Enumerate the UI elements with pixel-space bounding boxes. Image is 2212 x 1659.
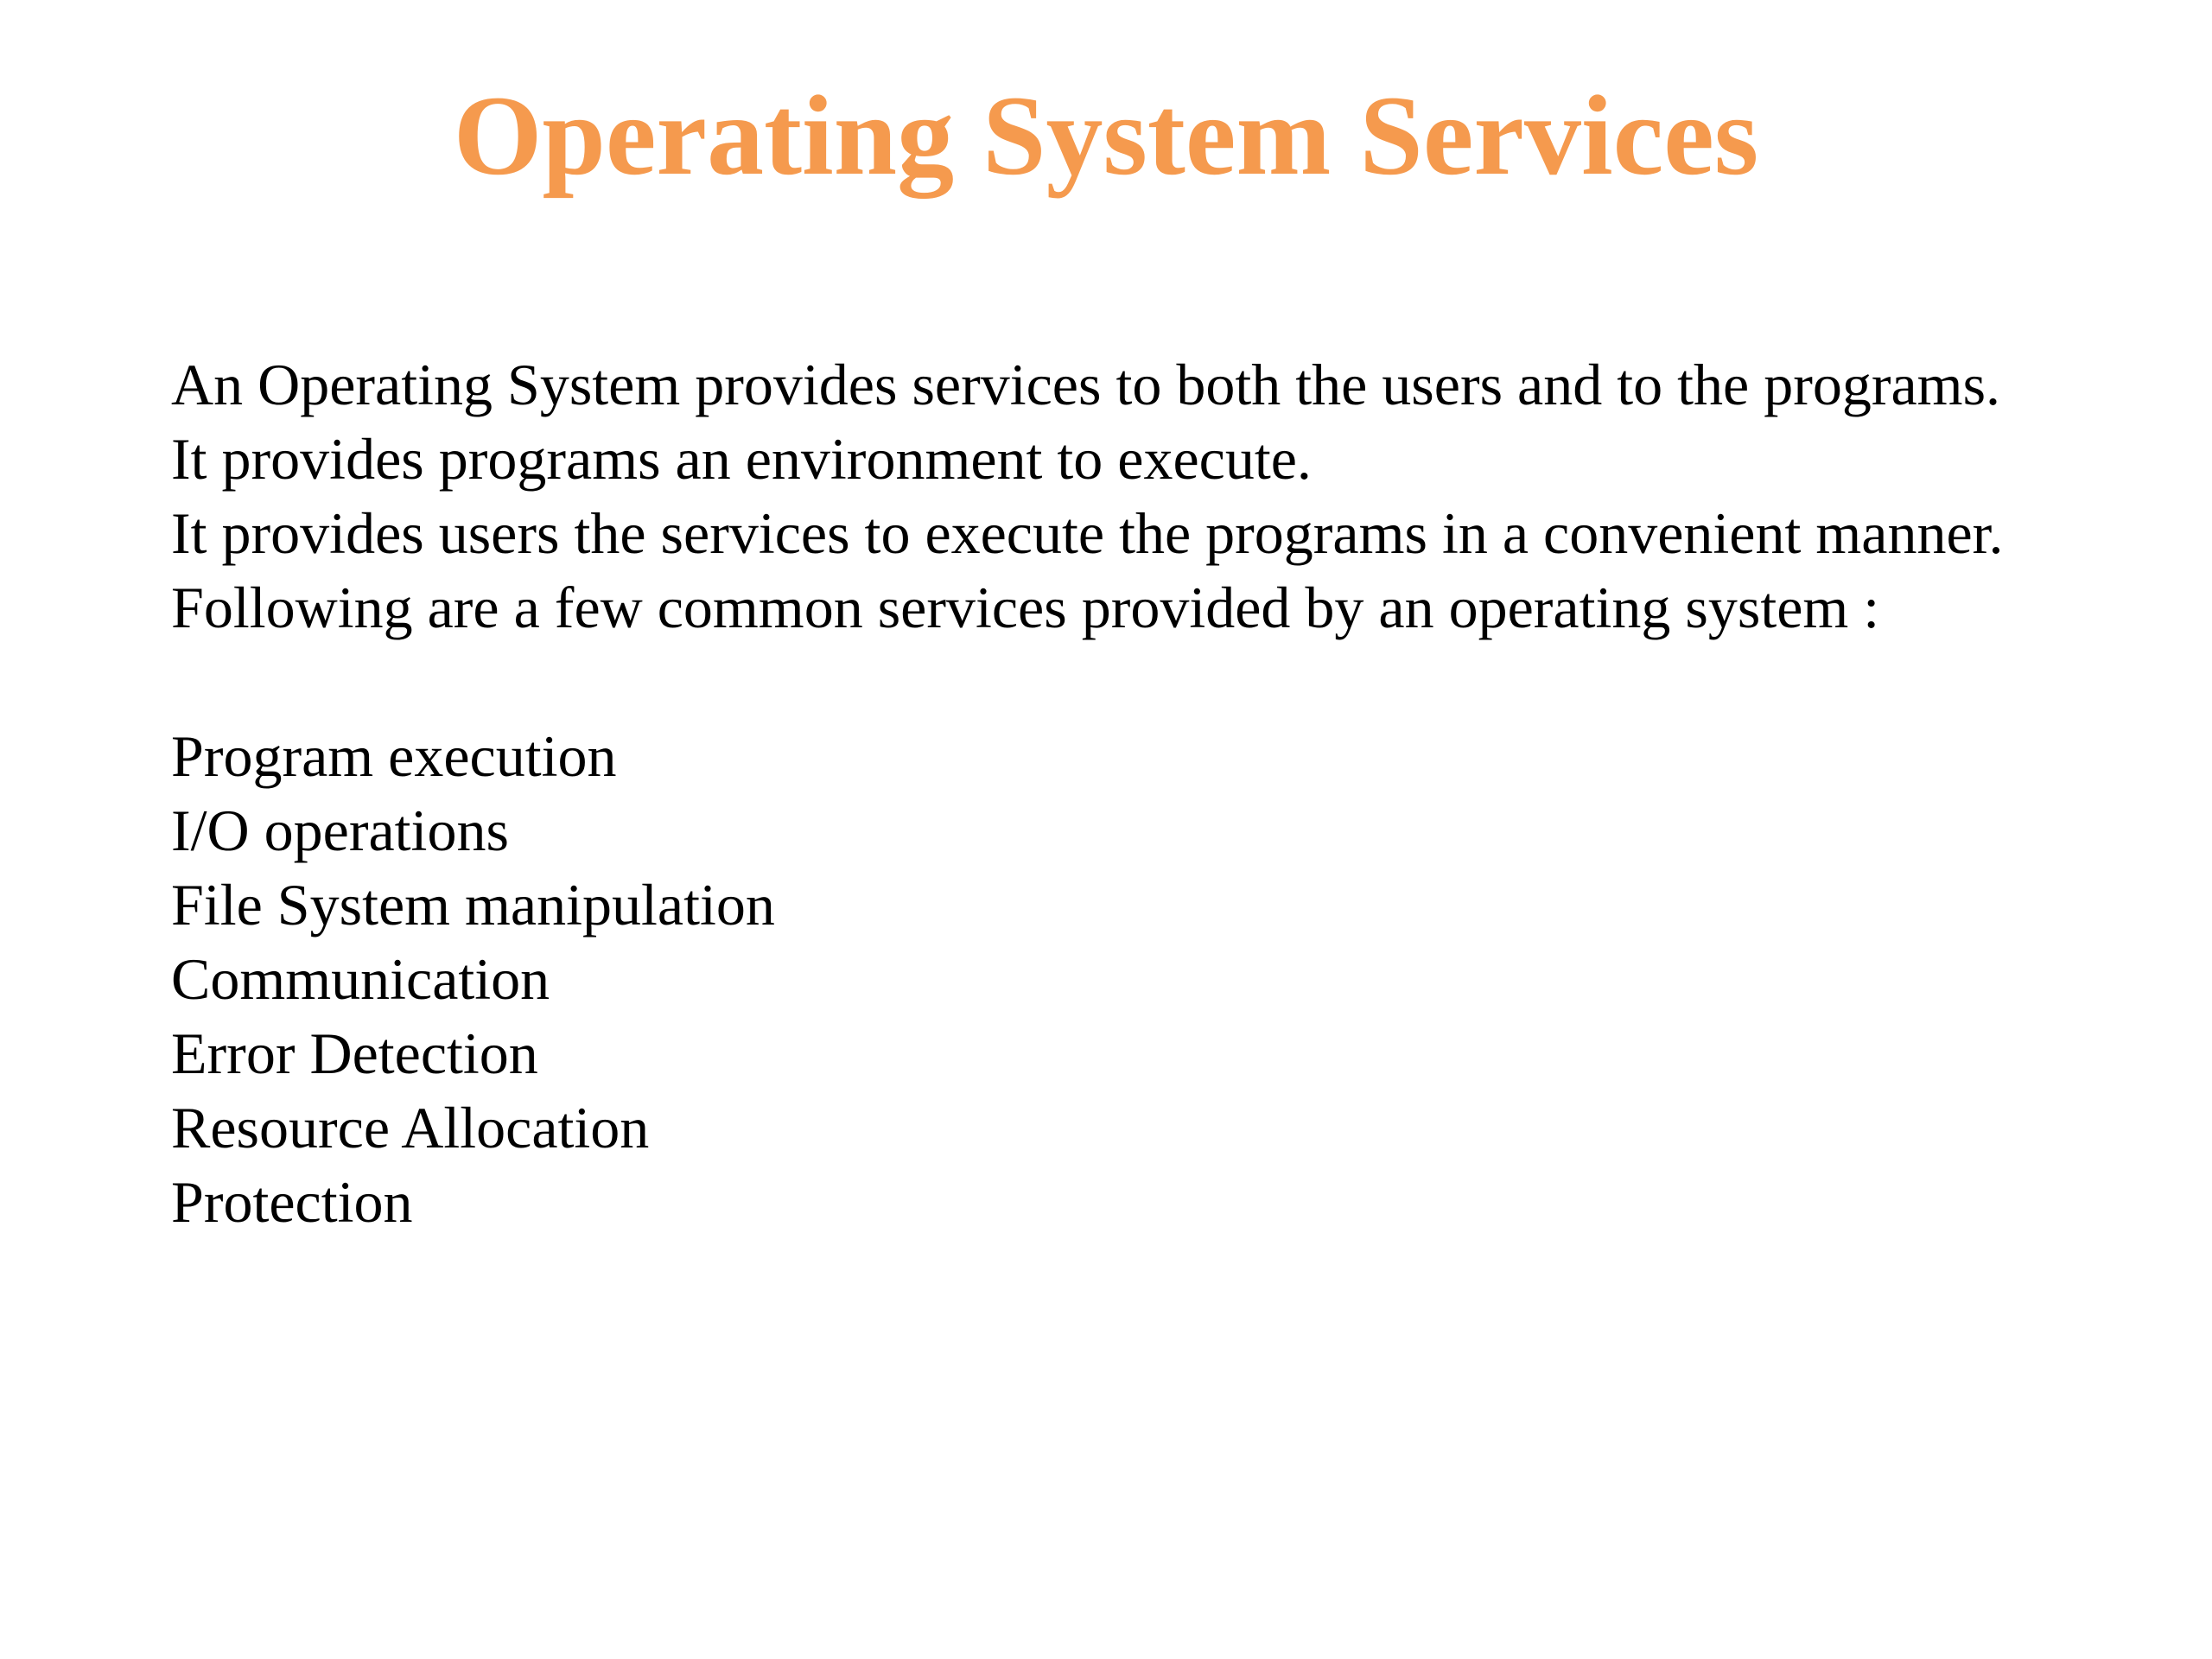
service-item: Communication: [171, 946, 550, 1012]
slide-title: Operating System Services: [453, 72, 1759, 199]
services-list: [171, 719, 2158, 1239]
intro-line: It provides users the services to execute the programs in a convenient manner.: [171, 500, 2004, 566]
paragraph-spacer: [171, 645, 2158, 719]
service-item: I/O operations: [171, 798, 509, 863]
service-item: Resource Allocation: [171, 1095, 650, 1160]
service-item: Error Detection: [171, 1020, 538, 1086]
service-item: File System manipulation: [171, 872, 775, 938]
service-item: Program execution: [171, 723, 617, 789]
intro-line: An Operating System provides services to both the users and to the programs.: [171, 352, 2001, 417]
slide-body: [171, 347, 2158, 1239]
intro-line: It provides programs an environment to execute.: [171, 426, 1312, 492]
service-item: Protection: [171, 1169, 413, 1235]
intro-line: Following are a few common services provided by an operating system :: [171, 575, 1880, 640]
